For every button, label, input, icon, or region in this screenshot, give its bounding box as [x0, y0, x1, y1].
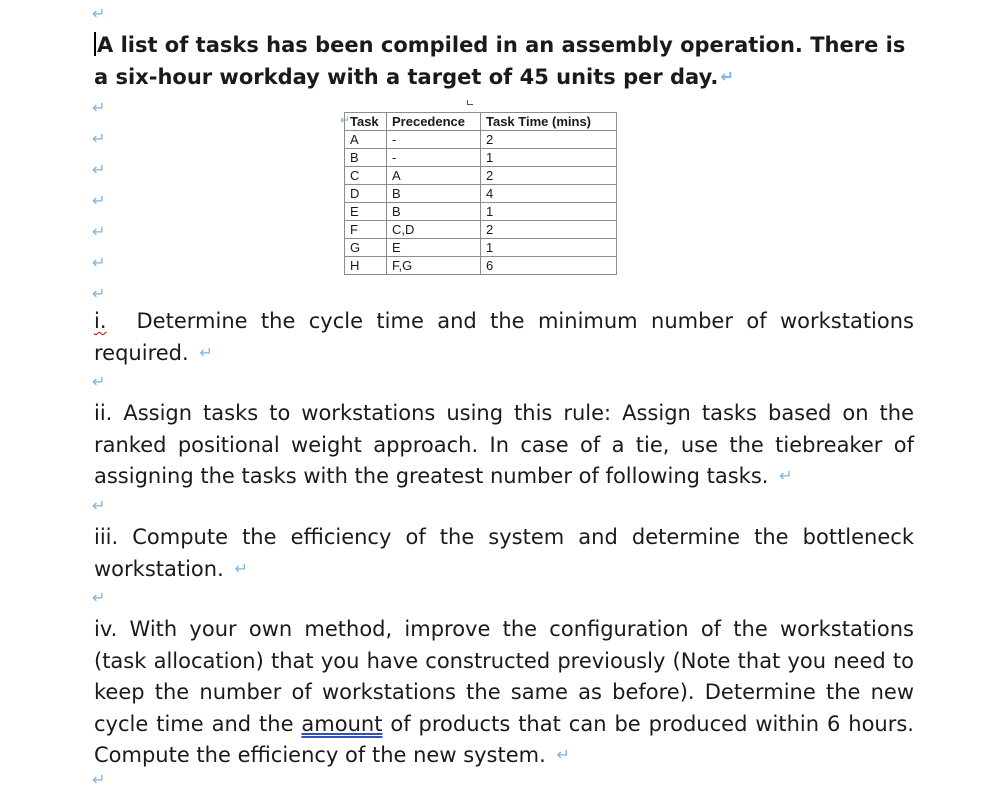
question-1	[94, 306, 914, 369]
task-cell: B	[345, 149, 387, 167]
question-4-flagged-word: amount	[301, 711, 383, 736]
paragraph-mark-icon	[92, 224, 105, 240]
paragraph-mark-icon	[92, 255, 105, 271]
question-3	[94, 522, 914, 585]
question-4-text-a: iv. With your own method, improve the configuration of the workstations (task allocation) that you have constructed previously (Note that you need to keep the number of workstations the same as before). Determine the new cycle time and the	[94, 617, 914, 736]
question-3-text: iii. Compute the efficiency of the system and determine the bottleneck workstation.	[94, 525, 914, 581]
precedence-cell: -	[387, 131, 481, 149]
column-header: Task Time (mins)	[481, 113, 617, 131]
table-row	[345, 149, 617, 167]
paragraph-mark-icon	[92, 590, 105, 606]
task-table	[344, 112, 617, 275]
paragraph-mark-icon	[92, 193, 105, 209]
task-cell: F	[345, 221, 387, 239]
table-row	[345, 131, 617, 149]
question-1-label: i.	[94, 309, 107, 333]
task-cell: A	[345, 131, 387, 149]
precedence-cell: B	[387, 203, 481, 221]
task-cell: E	[345, 203, 387, 221]
paragraph-mark-icon	[234, 559, 247, 578]
question-4-text-b: of products that can be produced within 6 hours. Compute the efficiency of the new system.	[94, 711, 914, 767]
paragraph-mark-icon	[92, 162, 105, 178]
time-cell: 2	[481, 131, 617, 149]
precedence-cell: F,G	[387, 257, 481, 275]
column-header: Task	[345, 113, 387, 131]
paragraph-mark-icon	[779, 466, 792, 485]
task-cell: D	[345, 185, 387, 203]
text-cursor	[94, 32, 96, 56]
paragraph-mark-icon	[92, 772, 105, 788]
question-4	[94, 614, 914, 772]
precedence-cell: B	[387, 185, 481, 203]
table-row	[345, 239, 617, 257]
table-row	[345, 185, 617, 203]
task-cell: C	[345, 167, 387, 185]
paragraph-mark-icon	[92, 286, 105, 302]
question-2	[94, 398, 914, 493]
precedence-cell: C,D	[387, 221, 481, 239]
paragraph-mark-icon	[92, 131, 105, 147]
question-1-text: Determine the cycle time and the minimum number of workstations required.	[94, 309, 914, 365]
paragraph-mark-icon	[556, 745, 569, 764]
time-cell: 4	[481, 185, 617, 203]
time-cell: 2	[481, 167, 617, 185]
time-cell: 1	[481, 239, 617, 257]
time-cell: 1	[481, 149, 617, 167]
paragraph-mark-icon	[92, 374, 105, 390]
table-row	[345, 221, 617, 239]
precedence-cell: E	[387, 239, 481, 257]
column-header: Precedence	[387, 113, 481, 131]
table-row	[345, 167, 617, 185]
question-2-text: ii. Assign tasks to workstations using this rule: Assign tasks based on the ranked positional weight approach. In case of a tie, use the tiebreaker of assigning the tasks with the greatest number of following tasks.	[94, 401, 914, 488]
precedence-cell: A	[387, 167, 481, 185]
table-header-row	[345, 113, 617, 131]
table-row	[345, 257, 617, 275]
time-cell: 6	[481, 257, 617, 275]
time-cell: 1	[481, 203, 617, 221]
time-cell: 2	[481, 221, 617, 239]
intro-heading	[94, 29, 914, 93]
table-row	[345, 203, 617, 221]
task-cell: H	[345, 257, 387, 275]
paragraph-mark-icon	[92, 6, 105, 22]
intro-text: A list of tasks has been compiled in an assembly operation. There is a six-hour workday with a target of 45 units per day.	[94, 33, 906, 89]
table-anchor-mark	[467, 100, 473, 105]
paragraph-mark-icon	[199, 343, 212, 362]
task-cell: G	[345, 239, 387, 257]
paragraph-mark-icon	[92, 100, 105, 116]
precedence-cell: -	[387, 149, 481, 167]
paragraph-mark-icon	[720, 67, 733, 86]
paragraph-mark-icon	[92, 498, 105, 514]
